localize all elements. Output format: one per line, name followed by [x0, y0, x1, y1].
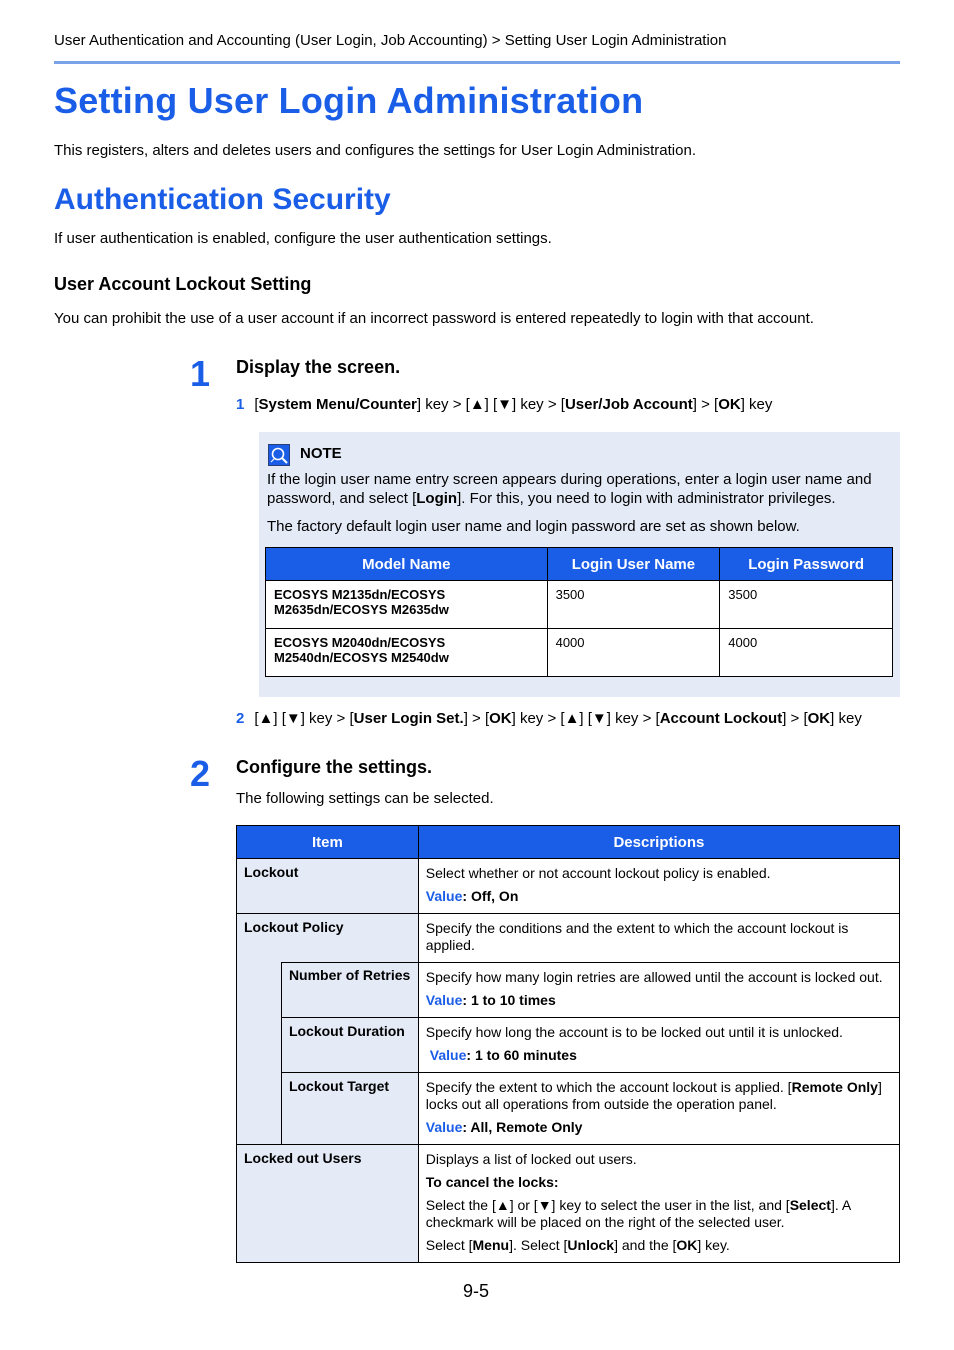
- item-cell: Lockout Policy: [237, 914, 419, 963]
- step-number: 1: [190, 353, 211, 394]
- page-number: 9-5: [463, 1281, 490, 1301]
- note-label: NOTE: [300, 445, 342, 462]
- description-cell: Select whether or not account lockout policy is enabled. Value: Off, On: [418, 859, 899, 914]
- breadcrumb: User Authentication and Accounting (User Login, Job Accounting) > Setting User Login Administration: [54, 32, 727, 49]
- substep-2: 2 [▲] [▼] key > [User Login Set.] > [OK] key > [▲] [▼] key > [Account Lockout] > [OK] key: [236, 710, 862, 727]
- credentials-table: [265, 547, 893, 677]
- substep-1: 1 [System Menu/Counter] key > [▲] [▼] key > [User/Job Account] > [OK] key: [236, 396, 773, 413]
- description-cell: Specify how long the account is to be locked out until it is unlocked. Value: 1 to 60 minutes: [418, 1018, 899, 1073]
- table-row: [237, 914, 900, 963]
- page-title: Setting User Login Administration: [54, 80, 644, 121]
- item-cell: Locked out Users: [237, 1145, 419, 1263]
- description-cell: Displays a list of locked out users. To cancel the locks: Select the [▲] or [▼] key to select the user in the list, and [Select]. A checkmark will be placed on the right of the selected user. Select [Menu]. Select [Unlock] and the [OK] key.: [418, 1145, 899, 1263]
- header-rule: [54, 61, 900, 64]
- settings-table: [236, 825, 900, 1263]
- model-name-cell: ECOSYS M2040dn/ECOSYS M2540dn/ECOSYS M2540dw: [266, 629, 548, 677]
- table-row: [237, 963, 900, 1018]
- section-title: Authentication Security: [54, 183, 391, 216]
- login-password-cell: 4000: [720, 629, 893, 677]
- login-password-cell: 3500: [720, 581, 893, 629]
- table-row: [266, 629, 893, 677]
- description-cell: Specify the conditions and the extent to which the account lockout is applied.: [418, 914, 899, 963]
- table-row: [237, 1145, 900, 1263]
- table-header: Descriptions: [418, 826, 899, 859]
- item-cell: Lockout Target: [281, 1073, 418, 1145]
- table-header: Item: [237, 826, 419, 859]
- model-name-cell: ECOSYS M2135dn/ECOSYS M2635dn/ECOSYS M2635dw: [266, 581, 548, 629]
- table-header: Login Password: [720, 548, 893, 581]
- step-text: The following settings can be selected.: [236, 790, 494, 807]
- table-row: [237, 1018, 900, 1073]
- note-paragraph: If the login user name entry screen appears during operations, enter a login user name and password, and select [Login]. For this, you need to login with administrator privileges.: [267, 471, 872, 507]
- step-title: Display the screen.: [236, 357, 401, 377]
- intro-text: This registers, alters and deletes users and configures the settings for User Login Administration.: [54, 142, 696, 159]
- subsection-text: You can prohibit the use of a user account if an incorrect password is entered repeatedly to login with that account.: [54, 310, 814, 327]
- login-user-cell: 4000: [547, 629, 720, 677]
- note-paragraph-2: The factory default login user name and login password are set as shown below.: [267, 518, 800, 535]
- note-icon: [268, 444, 290, 466]
- description-cell: Specify the extent to which the account lockout is applied. [Remote Only] locks out all operations from outside the operation panel. Value: All, Remote Only: [418, 1073, 899, 1145]
- table-row: [237, 859, 900, 914]
- description-cell: Specify how many login retries are allowed until the account is locked out. Value: 1 to 10 times: [418, 963, 899, 1018]
- step-title: Configure the settings.: [236, 757, 433, 777]
- table-row: [266, 581, 893, 629]
- substep-number: 2: [236, 710, 245, 727]
- subsection-title: User Account Lockout Setting: [54, 274, 312, 294]
- step-number: 2: [190, 753, 211, 794]
- section-text: If user authentication is enabled, configure the user authentication settings.: [54, 230, 552, 247]
- substep-number: 1: [236, 396, 245, 413]
- table-header: Login User Name: [547, 548, 720, 581]
- item-cell: Lockout: [237, 859, 419, 914]
- item-cell: Number of Retries: [281, 963, 418, 1018]
- table-header: Model Name: [266, 548, 548, 581]
- item-cell: Lockout Duration: [281, 1018, 418, 1073]
- table-row: [237, 1073, 900, 1145]
- login-user-cell: 3500: [547, 581, 720, 629]
